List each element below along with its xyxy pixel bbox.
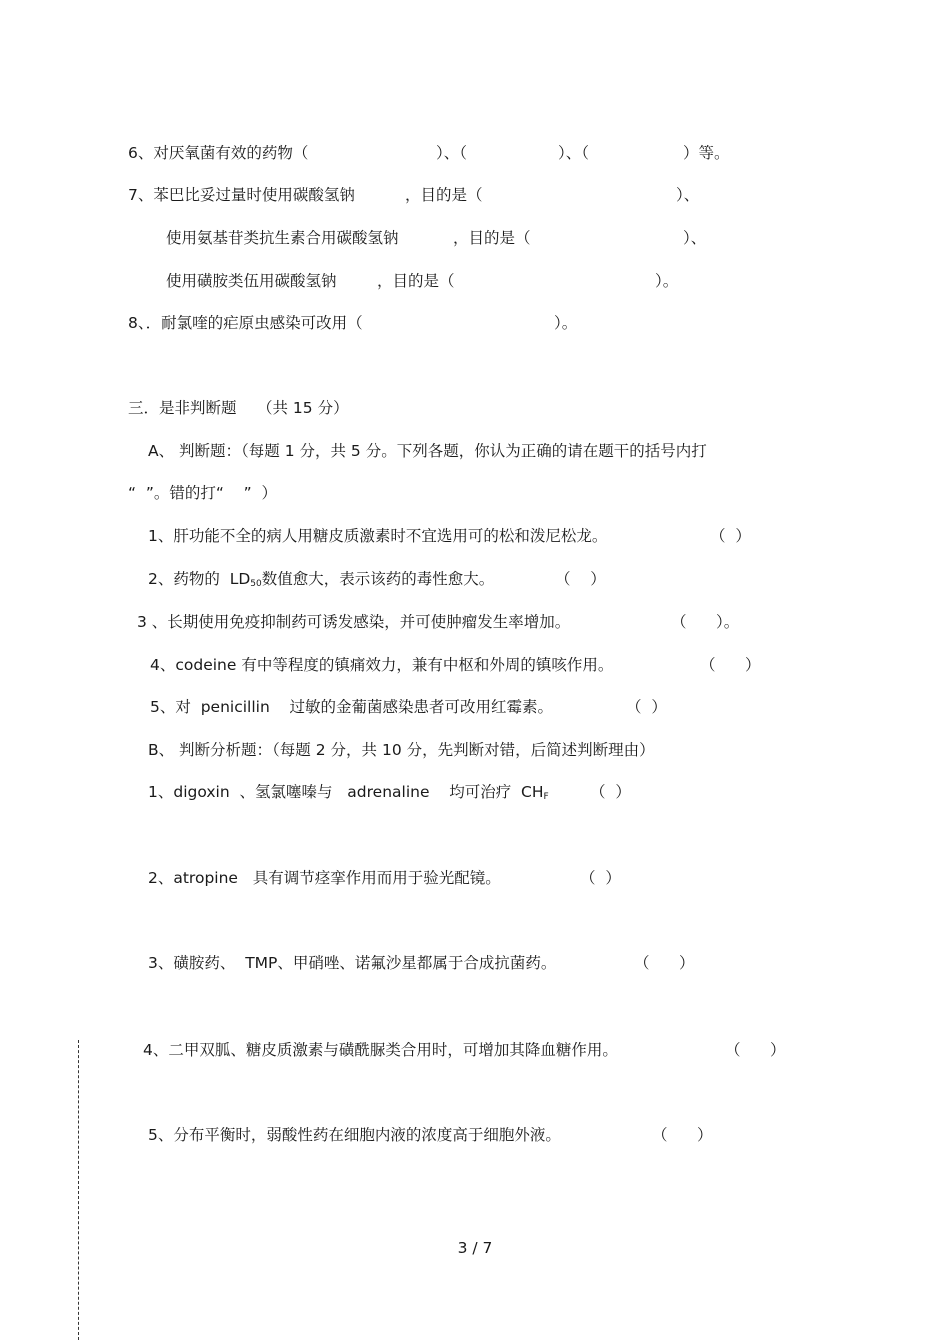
part-a-item-2 xyxy=(148,569,494,594)
part-a-heading-cont: “ ”。错的打“ ” ） xyxy=(128,484,278,502)
q6-prefix: 6、对厌氧菌有效的药物（ xyxy=(128,144,309,162)
q8-prefix: 8、．耐氯喹的疟原虫感染可改用（ xyxy=(128,314,363,332)
q6-mid2: ）、（ xyxy=(558,144,590,162)
part-b-item-4-bracket: （ ） xyxy=(725,1041,786,1059)
part-a-item-3: 3 、长期使用免疫抑制药可诱发感染，并可使肿瘤发生率增加。 xyxy=(137,613,571,631)
part-b-item-3: 3、磺胺药、 TMP、甲硝唑、诺氟沙星都属于合成抗菌药。 xyxy=(148,954,557,972)
part-b-item-4: 4、二甲双胍、糖皮质激素与磺酰脲类合用时，可增加其降血糖作用。 xyxy=(143,1041,618,1059)
q7-line3-prefix: 使用磺胺类伍用碳酸氢钠 xyxy=(166,272,337,290)
q6-mid1: ）、（ xyxy=(436,144,468,162)
part-a-item-5-bracket: （ ） xyxy=(626,698,667,716)
q7-prefix: 7、苯巴比妥过量时使用碳酸氢钠 xyxy=(128,186,355,204)
part-a-item-5: 5、对 penicillin 过敏的金葡菌感染患者可改用红霉素。 xyxy=(150,698,554,716)
q7-line2-mid: ，目的是（ xyxy=(453,229,531,247)
part-b-item-5: 5、分布平衡时，弱酸性药在细胞内液的浓度高于细胞外液。 xyxy=(148,1126,561,1144)
part-b-item-3-bracket: （ ） xyxy=(634,954,695,972)
part-a-item-2-pre: 2、药物的 LD xyxy=(148,570,251,588)
q7-line2-suffix: ）、 xyxy=(683,229,707,247)
part-b-item-2-bracket: （ ） xyxy=(580,869,621,887)
part-a-item-3-bracket: （ ）。 xyxy=(671,613,740,631)
page-number: 3 / 7 xyxy=(457,1239,493,1257)
part-b-item-5-bracket: （ ） xyxy=(652,1126,713,1144)
part-a-item-1-bracket: （ ） xyxy=(710,527,751,545)
q7-line2-prefix: 使用氨基苷类抗生素合用碳酸氢钠 xyxy=(166,229,399,247)
part-b-item-1 xyxy=(148,782,549,807)
part-b-item-2: 2、atropine 具有调节痉挛作用而用于验光配镜。 xyxy=(148,869,501,887)
part-b-item-1-bracket: （ ） xyxy=(590,783,631,801)
binding-margin-dashed-line xyxy=(78,1040,79,1340)
part-a-item-2-post: 数值愈大，表示该药的毒性愈大。 xyxy=(261,570,495,588)
ld50-subscript: 50 xyxy=(250,579,262,589)
part-a-item-4-bracket: （ ） xyxy=(700,656,761,674)
chf-subscript: F xyxy=(543,792,549,802)
q7-suffix: ）、 xyxy=(676,186,700,204)
q6-suffix: ）等。 xyxy=(683,144,730,162)
part-a-item-4: 4、codeine 有中等程度的镇痛效力，兼有中枢和外周的镇咳作用。 xyxy=(150,656,614,674)
q7-line3-suffix: ）。 xyxy=(655,272,679,290)
q7-mid: ，目的是（ xyxy=(405,186,483,204)
section-title: 三．是非判断题 xyxy=(128,399,237,417)
part-a-item-2-bracket: （ ） xyxy=(555,570,606,588)
part-b-item-1-pre: 1、digoxin 、氢氯噻嗪与 adrenaline 均可治疗 CH xyxy=(148,783,544,801)
q8-suffix: ）。 xyxy=(554,314,578,332)
part-b-heading: B、 判断分析题：（每题 2 分，共 10 分，先判断对错，后简述判断理由） xyxy=(148,741,655,759)
part-a-item-1: 1、肝功能不全的病人用糖皮质激素时不宜选用可的松和泼尼松龙。 xyxy=(148,527,608,545)
section-score: （共 15 分） xyxy=(257,399,349,417)
part-a-heading: A、 判断题：（每题 1 分，共 5 分。下列各题，你认为正确的请在题干的括号内打 xyxy=(148,442,707,460)
q7-line3-mid: ，目的是（ xyxy=(377,272,455,290)
